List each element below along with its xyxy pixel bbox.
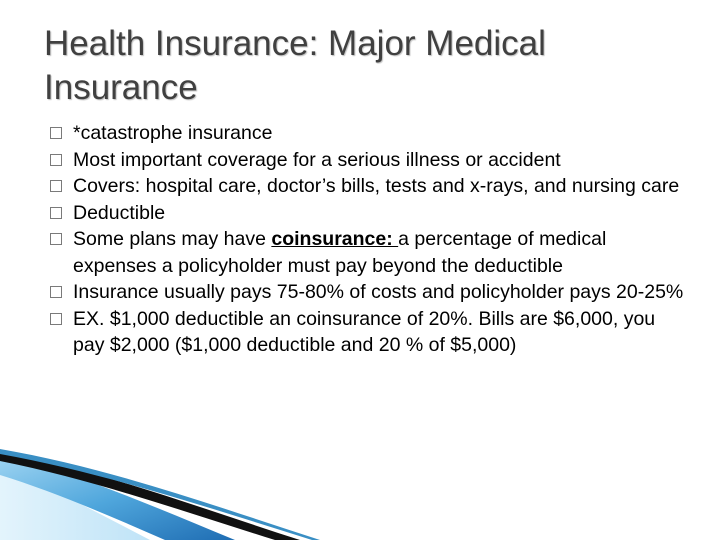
square-bullet-icon [50, 127, 62, 139]
square-bullet-icon [50, 313, 62, 325]
bullet-text: EX. $1,000 deductible an coinsurance of 20%. Bills are $6,000, you pay $2,000 ($1,000 deductible and 20 % of $5,000) [73, 307, 656, 356]
bullet-text-post: a percentage of medical expenses a policyholder must pay beyond the deductible [73, 228, 607, 277]
bullet-item [50, 306, 690, 359]
bullet-item [50, 279, 690, 306]
slide-title: Health Insurance: Major Medical Insurance [44, 24, 546, 107]
bullet-text: *catastrophe insurance [73, 122, 273, 144]
square-bullet-icon [50, 180, 62, 192]
bullet-text: Covers: hospital care, doctor’s bills, tests and x-rays, and nursing care [73, 175, 680, 197]
bullet-text-pre: Some plans may have [73, 228, 272, 250]
bullet-item [50, 200, 690, 227]
bullet-item [50, 147, 690, 174]
bullet-item [50, 226, 690, 279]
coinsurance-term: coinsurance: [271, 228, 399, 250]
square-bullet-icon [50, 207, 62, 219]
bullet-text: Insurance usually pays 75-80% of costs and policyholder pays 20-25% [73, 281, 684, 303]
bullet-item [50, 173, 690, 200]
square-bullet-icon [50, 154, 62, 166]
bullet-text: Deductible [73, 201, 166, 224]
square-bullet-icon [50, 286, 62, 298]
bullet-list [50, 120, 690, 359]
square-bullet-icon [50, 233, 62, 245]
bullet-text: Most important coverage for a serious illness or accident [73, 148, 561, 171]
bullet-item [50, 120, 690, 147]
